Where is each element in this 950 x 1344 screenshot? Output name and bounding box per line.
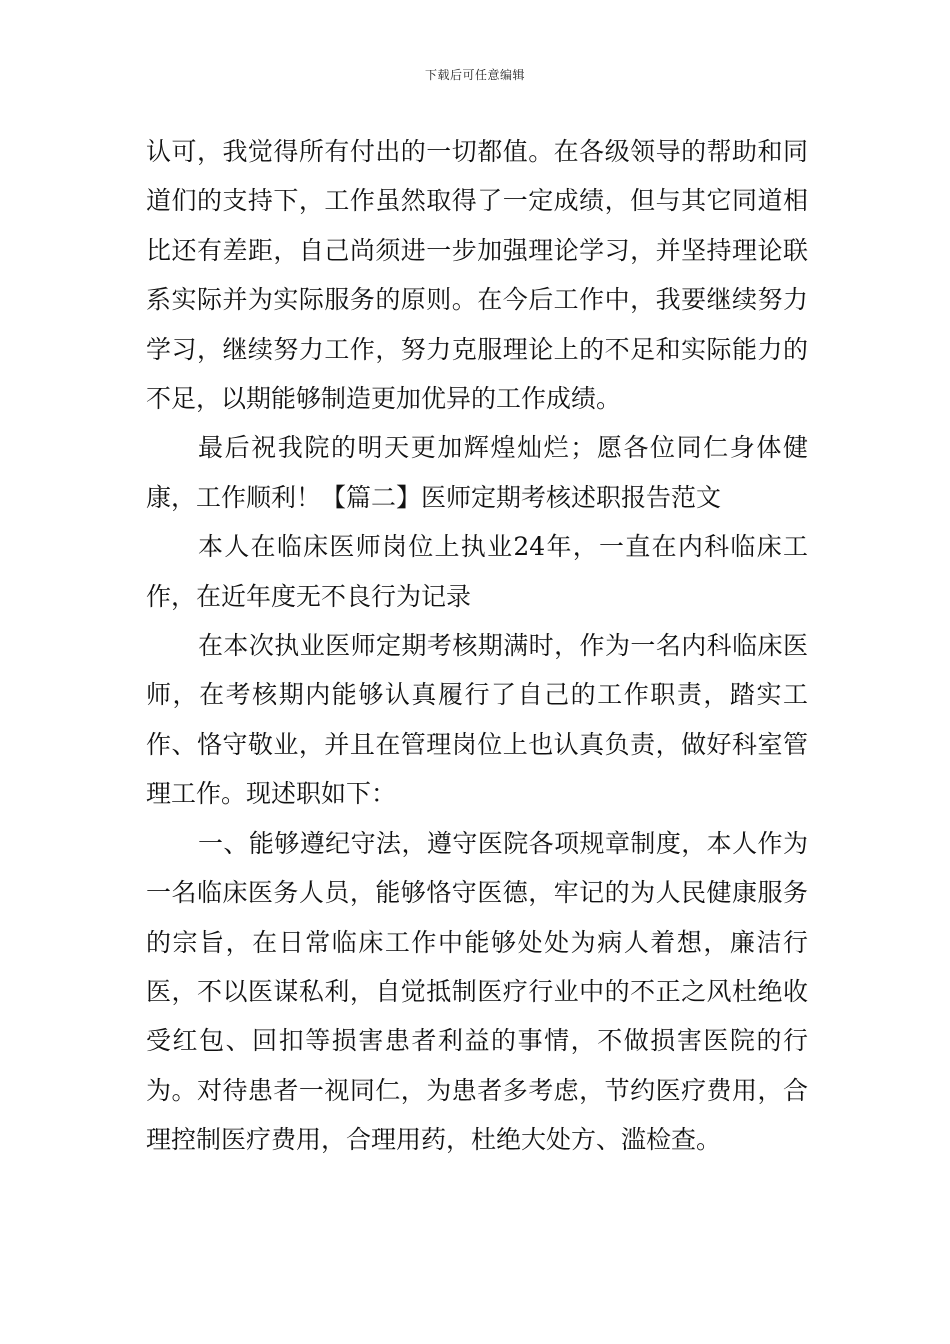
paragraph-2: 最后祝我院的明天更加辉煌灿烂；愿各位同仁身体健康，工作顺利！【篇二】医师定期考核述职报告范文	[146, 433, 808, 512]
page-header: 下载后可任意编辑	[424, 68, 525, 82]
paragraph-3: 本人在临床医师岗位上执业24年，一直在内科临床工作，在近年度无不良行为记录	[146, 532, 808, 611]
paragraph-4: 在本次执业医师定期考核期满时，作为一名内科临床医师，在考核期内能够认真履行了自己的工作职责，踏实工作、恪守敬业，并且在管理岗位上也认真负责，做好科室管理工作。现述职如下：	[146, 631, 808, 809]
paragraph-5: 一、能够遵纪守法，遵守医院各项规章制度，本人作为一名临床医务人员，能够恪守医德，牢记的为人民健康服务的宗旨，在日常临床工作中能够处处为病人着想，廉洁行医，不以医谋私利，自觉抵制医疗行业中的不正之风杜绝收受红包、回扣等损害患者利益的事情，不做损害医院的行为。对待患者一视同仁，为患者多考虑，节约医疗费用，合理控制医疗费用，合理用药，杜绝大处方、滥检查。	[146, 828, 808, 1155]
document-body	[146, 127, 808, 1165]
paragraph-1: 认可，我觉得所有付出的一切都值。在各级领导的帮助和同道们的支持下，工作虽然取得了一定成绩，但与其它同道相比还有差距，自己尚须进一步加强理论学习，并坚持理论联系实际并为实际服务的原则。在今后工作中，我要继续努力学习，继续努力工作，努力克服理论上的不足和实际能力的不足，以期能够制造更加优异的工作成绩。	[146, 137, 808, 414]
